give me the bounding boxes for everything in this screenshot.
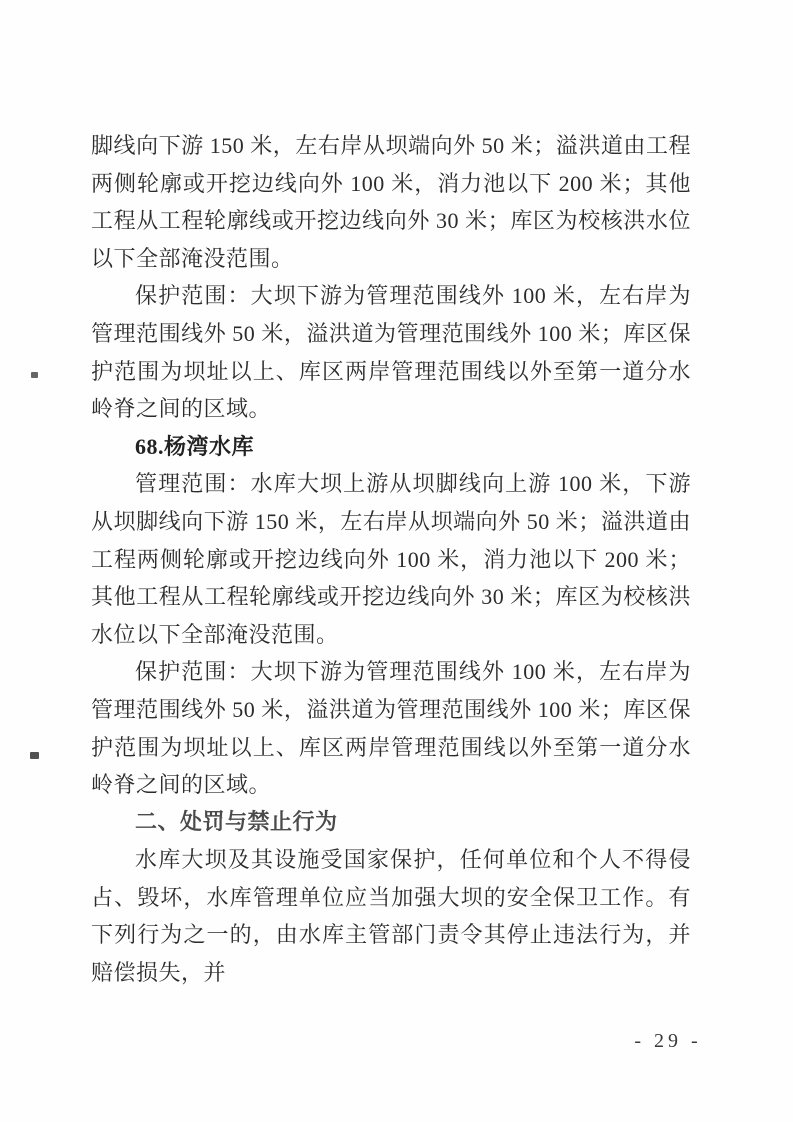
paragraph-penalties-intro: 水库大坝及其设施受国家保护，任何单位和个人不得侵占、毁坏，水库管理单位应当加强大坝的安全保卫工作。有下列行为之一的，由水库主管部门责令其停止违法行为，并赔偿损失，并 xyxy=(91,847,691,986)
paragraph-protection-scope-68: 保护范围：大坝下游为管理范围线外 100 米，左右岸为管理范围线外 50 米，溢洪道为管理范围线外 100 米；库区保护范围为坝址以上、库区两岸管理范围线以外至第一道分水岭脊之间的区域。 xyxy=(91,659,691,798)
page-number: - 29 - xyxy=(634,1030,702,1052)
heading-section-2-penalties: 二、处罚与禁止行为 xyxy=(135,809,338,835)
scan-speck-artifact xyxy=(31,372,38,378)
scan-speck-artifact xyxy=(30,752,39,759)
heading-reservoir-68-yangwan: 68.杨湾水库 xyxy=(135,433,255,459)
document-body xyxy=(91,127,691,992)
paragraph-management-scope-68: 管理范围：水库大坝上游从坝脚线向上游 100 米，下游从坝脚线向下游 150 米，左右岸从坝端向外 50 米；溢洪道由工程两侧轮廓或开挖边线向外 100 米，消力池以下 200 米；其他工程从工程轮廓线或开挖边线向外 30 米；库区为校核洪水位以下全部淹没范围。 xyxy=(91,471,691,647)
paragraph-protection-scope-67: 保护范围：大坝下游为管理范围线外 100 米，左右岸为管理范围线外 50 米，溢洪道为管理范围线外 100 米；库区保护范围为坝址以上、库区两岸管理范围线以外至第一道分水岭脊之间的区域。 xyxy=(91,283,691,422)
paragraph-management-scope-continuation: 脚线向下游 150 米，左右岸从坝端向外 50 米；溢洪道由工程两侧轮廓或开挖边线向外 100 米，消力池以下 200 米；其他工程从工程轮廓线或开挖边线向外 30 米；库区为校核洪水位以下全部淹没范围。 xyxy=(91,133,691,271)
